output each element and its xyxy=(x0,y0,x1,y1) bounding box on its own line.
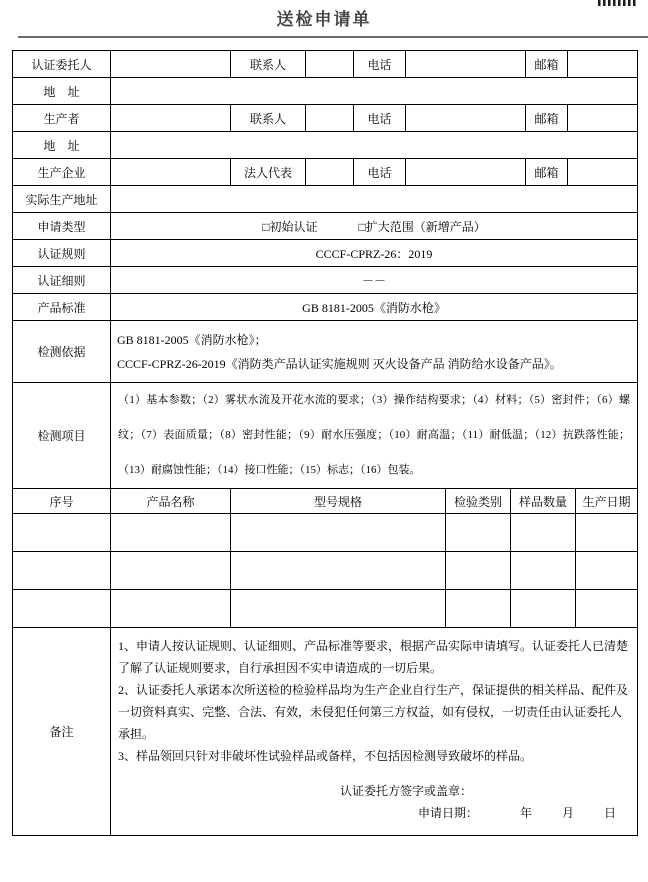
remarks-body xyxy=(111,628,638,836)
applicant-label: 认证委托人 xyxy=(13,51,111,78)
product-1-name-field[interactable] xyxy=(111,514,231,552)
test-basis-label: 检测依据 xyxy=(13,321,111,383)
applicant-phone-field[interactable] xyxy=(406,51,526,78)
test-basis-value xyxy=(111,321,638,383)
product-3-sample-qty-field[interactable] xyxy=(511,590,576,628)
applicant-name-field[interactable] xyxy=(111,51,231,78)
legal-representative-field[interactable] xyxy=(306,159,354,186)
products-header-sample-qty: 样品数量 xyxy=(511,489,576,514)
applicant-email-label: 邮箱 xyxy=(526,51,568,78)
month-label: 月 xyxy=(562,806,575,820)
actual-production-address-field[interactable] xyxy=(111,186,638,213)
certification-rule-value: CCCF-CPRZ-26：2019 xyxy=(111,240,638,267)
producer-address-row xyxy=(13,132,638,159)
applicant-address-label: 地 址 xyxy=(13,78,111,105)
products-header-test-category: 检验类别 xyxy=(446,489,511,514)
product-standard-label: 产品标准 xyxy=(13,294,111,321)
product-2-sample-qty-field[interactable] xyxy=(511,552,576,590)
products-header-name: 产品名称 xyxy=(111,489,231,514)
certification-detail-row xyxy=(13,267,638,294)
product-standard-value: GB 8181-2005《消防水枪》 xyxy=(111,294,638,321)
application-type-row xyxy=(13,213,638,240)
product-3-model-field[interactable] xyxy=(231,590,446,628)
test-items-label: 检测项目 xyxy=(13,383,111,489)
application-date-line xyxy=(418,802,628,824)
product-3-serial-field[interactable] xyxy=(13,590,111,628)
producer-name-field[interactable] xyxy=(111,105,231,132)
producer-label: 生产者 xyxy=(13,105,111,132)
product-2-production-date-field[interactable] xyxy=(576,552,638,590)
certification-rule-label: 认证规则 xyxy=(13,240,111,267)
producer-row xyxy=(13,105,638,132)
remark-item-2: 2、认证委托人承诺本次所送检的检验样品均为生产企业自行生产，保证提供的相关样品、配件及一切资料真实、完整、合法、有效，未侵犯任何第三方权益，如有侵权，一切责任由认证委托人承担。 xyxy=(118,683,629,741)
applicant-email-field[interactable] xyxy=(568,51,638,78)
test-items-value: （1）基本参数；（2）雾状水流及开花水流的要求；（3）操作结构要求；（4）材料；（5）密封件；（6）螺纹；（7）表面质量；（8）密封性能；（9）耐水压强度；（10）耐高温；（11）耐低温；（12）抗跌落性能；（13）耐腐蚀性能；（14）接口性能；（15）标志；（16）包装。 xyxy=(111,383,638,489)
product-3-name-field[interactable] xyxy=(111,590,231,628)
actual-production-address-label: 实际生产地址 xyxy=(13,186,111,213)
year-label: 年 xyxy=(520,806,533,820)
signature-caption: 认证委托方签字或盖章： xyxy=(340,784,473,798)
applicant-phone-label: 电话 xyxy=(354,51,406,78)
producer-email-field[interactable] xyxy=(568,105,638,132)
certification-rule-row xyxy=(13,240,638,267)
products-header-production-date: 生产日期 xyxy=(576,489,638,514)
checkbox-expand-scope[interactable]: □扩大范围（新增产品） xyxy=(358,219,486,234)
test-basis-line-2: CCCF-CPRZ-26-2019《消防类产品认证实施规则 灭火设备产品 消防给水设备产品》。 xyxy=(117,356,562,371)
remark-item-3: 3、样品领回只针对非破坏性试验样品或备样，不包括因检测导致破坏的样品。 xyxy=(118,749,533,763)
manufacturer-label: 生产企业 xyxy=(13,159,111,186)
applicant-contact-field[interactable] xyxy=(306,51,354,78)
remark-item-1: 1、申请人按认证规则、认证细则、产品标准等要求，根据产品实际申请填写。认证委托人已清楚了解了认证规则要求，自行承担因不实申请造成的一切后果。 xyxy=(118,639,629,675)
remarks-label: 备注 xyxy=(13,628,111,836)
producer-phone-label: 电话 xyxy=(354,105,406,132)
applicant-address-field[interactable] xyxy=(111,78,638,105)
producer-email-label: 邮箱 xyxy=(526,105,568,132)
product-row-1 xyxy=(13,514,638,552)
product-2-test-category-field[interactable] xyxy=(446,552,511,590)
application-type-options xyxy=(111,213,638,240)
manufacturer-name-field[interactable] xyxy=(111,159,231,186)
applicant-address-row xyxy=(13,78,638,105)
product-3-production-date-field[interactable] xyxy=(576,590,638,628)
manufacturer-email-field[interactable] xyxy=(568,159,638,186)
manufacturer-email-label: 邮箱 xyxy=(526,159,568,186)
actual-production-address-row xyxy=(13,186,638,213)
producer-phone-field[interactable] xyxy=(406,105,526,132)
corner-artifact xyxy=(598,0,638,6)
product-1-sample-qty-field[interactable] xyxy=(511,514,576,552)
products-header-row xyxy=(13,489,638,514)
manufacturer-phone-label: 电话 xyxy=(354,159,406,186)
product-1-serial-field[interactable] xyxy=(13,514,111,552)
application-type-label: 申请类型 xyxy=(13,213,111,240)
product-1-test-category-field[interactable] xyxy=(446,514,511,552)
product-2-name-field[interactable] xyxy=(111,552,231,590)
checkbox-initial-certification[interactable]: □初始认证 xyxy=(262,219,318,234)
products-table xyxy=(12,488,638,628)
remarks-row xyxy=(13,628,638,836)
day-label: 日 xyxy=(604,806,617,820)
legal-representative-label: 法人代表 xyxy=(231,159,306,186)
product-row-3 xyxy=(13,590,638,628)
certification-detail-value: －－ xyxy=(111,267,638,294)
producer-contact-label: 联系人 xyxy=(231,105,306,132)
product-3-test-category-field[interactable] xyxy=(446,590,511,628)
test-items-row xyxy=(13,383,638,489)
producer-contact-field[interactable] xyxy=(306,105,354,132)
producer-address-label: 地 址 xyxy=(13,132,111,159)
product-row-2 xyxy=(13,552,638,590)
applicant-row xyxy=(13,51,638,78)
product-2-model-field[interactable] xyxy=(231,552,446,590)
products-header-model: 型号规格 xyxy=(231,489,446,514)
test-basis-row xyxy=(13,321,638,383)
applicant-contact-label: 联系人 xyxy=(231,51,306,78)
product-standard-row xyxy=(13,294,638,321)
producer-address-field[interactable] xyxy=(111,132,638,159)
application-date-label: 申请日期： xyxy=(418,806,479,820)
title-divider xyxy=(18,36,648,38)
product-2-serial-field[interactable] xyxy=(13,552,111,590)
remarks-table xyxy=(12,627,638,836)
product-1-model-field[interactable] xyxy=(231,514,446,552)
products-header-serial: 序号 xyxy=(13,489,111,514)
form-title: 送检申请单 xyxy=(276,10,372,29)
test-basis-line-1: GB 8181-2005《消防水枪》； xyxy=(117,332,267,347)
info-table xyxy=(12,50,638,489)
certification-detail-label: 认证细则 xyxy=(13,267,111,294)
product-1-production-date-field[interactable] xyxy=(576,514,638,552)
manufacturer-row xyxy=(13,159,638,186)
manufacturer-phone-field[interactable] xyxy=(406,159,526,186)
